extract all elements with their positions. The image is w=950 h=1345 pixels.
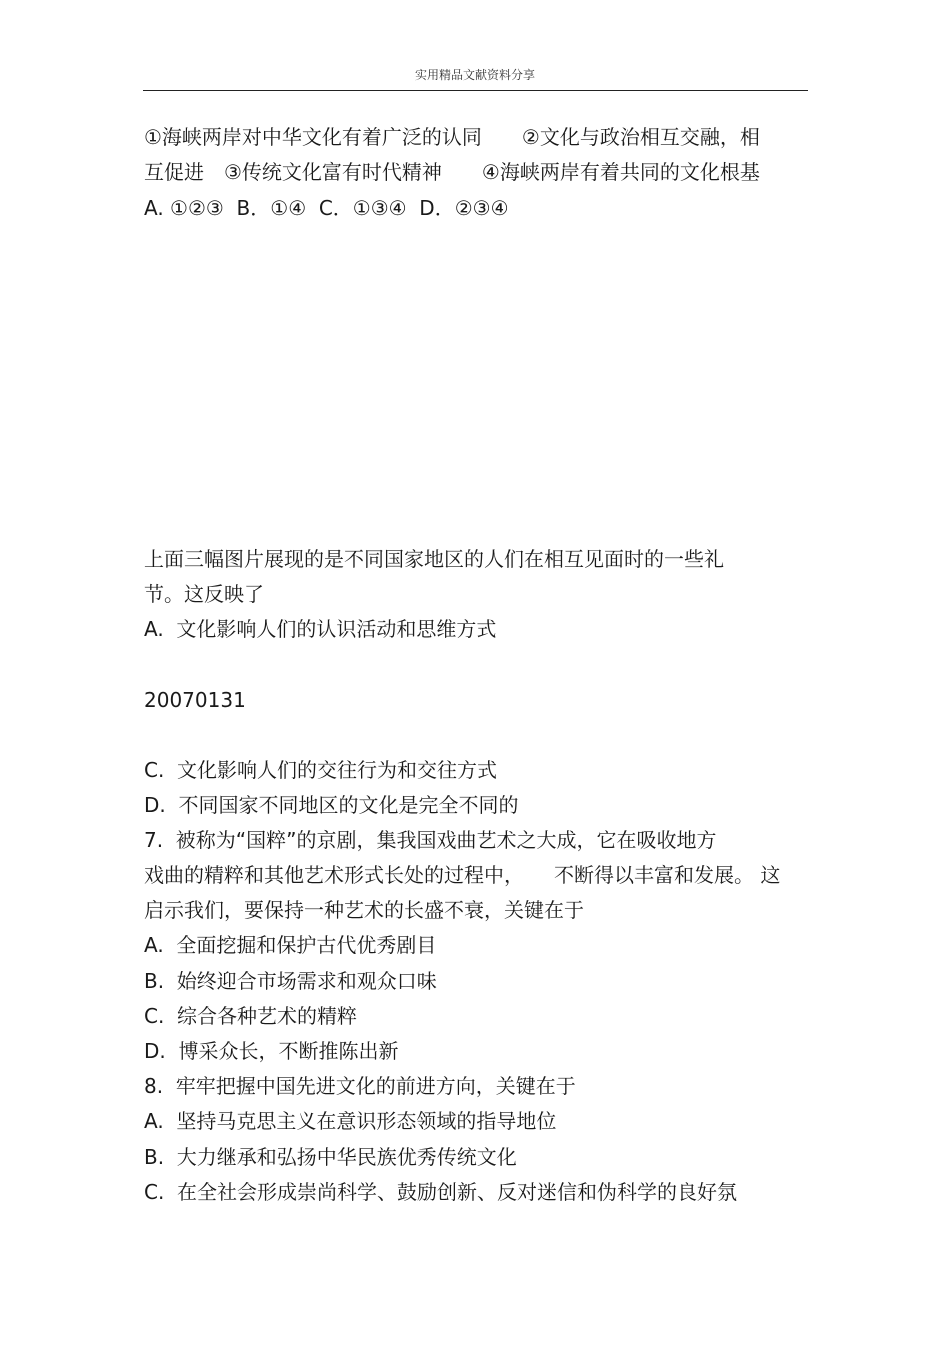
text-line: 互促进 ③传统文化富有时代精神 ④海峡两岸有着共同的文化根基: [144, 160, 760, 184]
question-8: 8. 牢牢把握中国先进文化的前进方向，关键在于: [144, 1074, 576, 1098]
option-b: B. 始终迎合市场需求和观众口味: [144, 969, 437, 993]
text-line: 上面三幅图片展现的是不同国家地区的人们在相互见面时的一些礼: [144, 547, 724, 571]
header-divider: [143, 90, 808, 91]
option-d: D. 不同国家不同地区的文化是完全不同的: [144, 793, 519, 817]
option-b: B. 大力继承和弘扬中华民族优秀传统文化: [144, 1145, 517, 1169]
document-code: 20070131: [144, 688, 246, 712]
option-a: A. 全面挖掘和保护古代优秀剧目: [144, 933, 437, 957]
option-a: A. 坚持马克思主义在意识形态领域的指导地位: [144, 1109, 557, 1133]
option-c: C. 文化影响人们的交往行为和交往方式: [144, 758, 498, 782]
option-c: C. 在全社会形成崇尚科学、鼓励创新、反对迷信和伪科学的良好氛: [144, 1180, 738, 1204]
option-a: A. 文化影响人们的认识活动和思维方式: [144, 617, 497, 641]
option-c: C. 综合各种艺术的精粹: [144, 1004, 358, 1028]
text-line: 节。这反映了: [144, 582, 264, 606]
text-line: ①海峡两岸对中华文化有着广泛的认同 ②文化与政治相互交融，相: [144, 125, 760, 149]
option-d: D. 博采众长，不断推陈出新: [144, 1039, 399, 1063]
question-7: 7. 被称为“国粹”的京剧，集我国戏曲艺术之大成，它在吸收地方: [144, 828, 717, 852]
header-title: 实用精品文献资料分享: [414, 68, 535, 82]
answer-options-line: A. ①②③ B．①④ C．①③④ D．②③④: [144, 196, 509, 220]
text-line: 戏曲的精粹和其他艺术形式长处的过程中， 不断得以丰富和发展。 这: [144, 863, 781, 887]
text-line: 启示我们，要保持一种艺术的长盛不衰，关键在于: [144, 898, 584, 922]
